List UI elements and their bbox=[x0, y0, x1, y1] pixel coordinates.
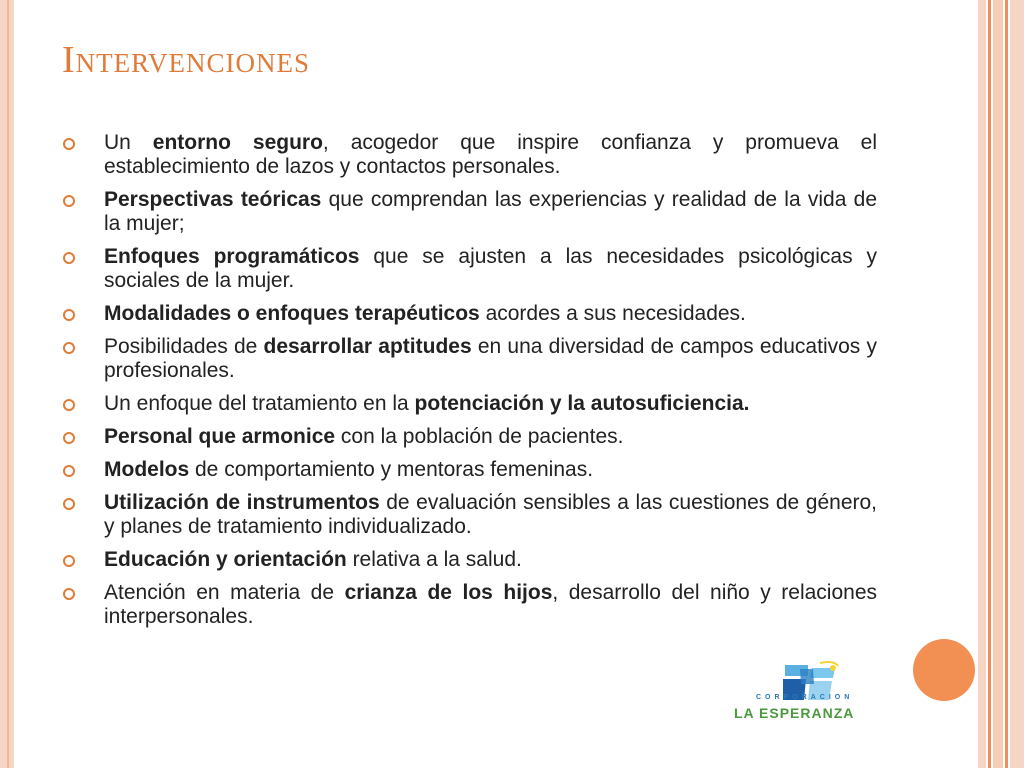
item-bold-text: Personal que armonice bbox=[104, 425, 336, 448]
item-text: de comportamiento y mentoras femeninas. bbox=[189, 458, 594, 481]
list-item bbox=[62, 581, 877, 629]
item-text: relativa a la salud. bbox=[346, 548, 522, 571]
ring-bullet-icon bbox=[63, 588, 75, 600]
item-text: que comprendan las experiencias y realidad de la vida de la mujer; bbox=[104, 188, 877, 235]
ring-bullet-icon bbox=[63, 465, 75, 477]
list-item bbox=[62, 245, 877, 293]
item-bold-text: Modalidades o enfoques terapéuticos bbox=[104, 302, 480, 325]
item-bold-text: entorno seguro bbox=[152, 131, 323, 154]
list-item bbox=[62, 392, 877, 416]
ring-bullet-icon bbox=[63, 399, 75, 411]
right-border-stripes bbox=[978, 0, 1024, 768]
ring-bullet-icon bbox=[63, 342, 75, 354]
la-esperanza-logo-icon bbox=[730, 660, 890, 730]
bullet-list bbox=[62, 131, 877, 638]
ring-bullet-icon bbox=[63, 555, 75, 567]
item-text: con la población de pacientes. bbox=[335, 425, 624, 448]
list-item bbox=[62, 188, 877, 236]
ring-bullet-icon bbox=[63, 138, 75, 150]
item-text: que se ajusten a las necesidades psicológicas y sociales de la mujer. bbox=[104, 245, 877, 292]
item-bold-text: Perspectivas teóricas bbox=[104, 188, 322, 211]
ring-bullet-icon bbox=[63, 309, 75, 321]
item-bold-text: desarrollar aptitudes bbox=[263, 335, 472, 358]
ring-bullet-icon bbox=[63, 498, 75, 510]
item-bold-text: Modelos bbox=[104, 458, 190, 481]
ring-bullet-icon bbox=[63, 432, 75, 444]
item-text: , desarrollo del niño y relaciones interpersonales. bbox=[104, 581, 878, 628]
item-text: de evaluación sensibles a las cuestiones de género, y planes de tratamiento individualizado. bbox=[104, 491, 877, 538]
item-text: Atención en materia de bbox=[104, 581, 345, 604]
list-item bbox=[62, 491, 877, 539]
item-bold-text: potenciación y la autosuficiencia. bbox=[414, 392, 750, 415]
list-item bbox=[62, 335, 877, 383]
decorative-circle bbox=[913, 639, 975, 701]
list-item bbox=[62, 548, 877, 572]
item-text: Un bbox=[104, 131, 153, 154]
list-item bbox=[62, 425, 877, 449]
item-text: en una diversidad de campos educativos y profesionales. bbox=[104, 335, 877, 382]
item-text: Posibilidades de bbox=[104, 335, 264, 358]
item-text: Un enfoque del tratamiento en la bbox=[104, 392, 415, 415]
logo-subtitle: CORPORACION bbox=[756, 694, 854, 701]
ring-bullet-icon bbox=[63, 252, 75, 264]
logo-name: LA ESPERANZA bbox=[734, 705, 855, 721]
list-item bbox=[62, 131, 877, 179]
item-bold-text: Enfoques programáticos bbox=[104, 245, 360, 268]
item-text: , acogedor que inspire confianza y promueva el establecimiento de lazos y contactos personales. bbox=[104, 131, 877, 178]
list-item bbox=[62, 302, 877, 326]
ring-bullet-icon bbox=[63, 195, 75, 207]
list-item bbox=[62, 458, 877, 482]
slide-title: Intervenciones bbox=[62, 39, 310, 81]
item-bold-text: Educación y orientación bbox=[104, 548, 347, 571]
item-bold-text: Utilización de instrumentos bbox=[104, 491, 380, 514]
left-border-line bbox=[7, 0, 9, 768]
item-text: acordes a sus necesidades. bbox=[479, 302, 746, 325]
item-bold-text: crianza de los hijos bbox=[344, 581, 553, 604]
